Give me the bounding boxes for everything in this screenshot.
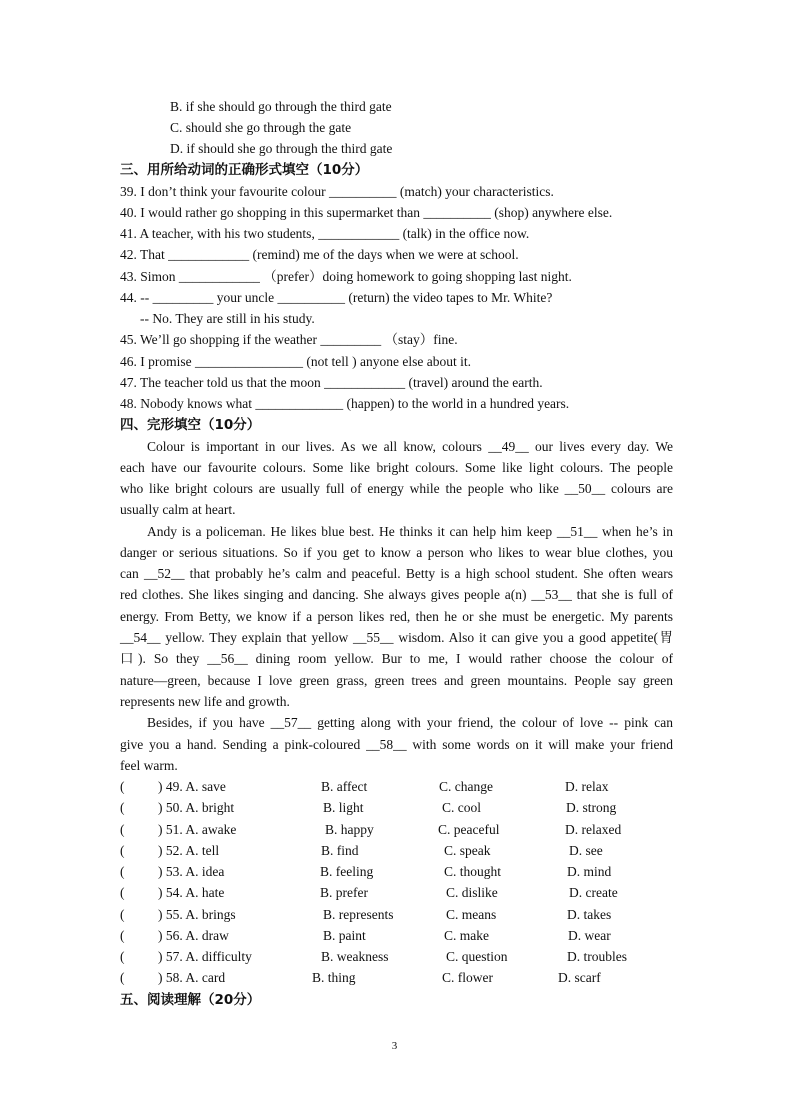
question-option-b: B. light — [323, 800, 364, 815]
passage-line: energy. From Betty, we know if a person likes red, then he or she must be energetic. My parents — [120, 609, 673, 624]
question-option-b: B. find — [321, 843, 359, 858]
question-option-d: D. see — [569, 843, 603, 858]
question-option-d: D. takes — [567, 907, 612, 922]
question-option-c: C. speak — [444, 843, 491, 858]
question-option-a: ) 56. A. draw — [158, 928, 229, 943]
question-option-a: ) 54. A. hate — [158, 885, 225, 900]
question-option-c: C. question — [446, 949, 508, 964]
question-option-b: B. represents — [323, 907, 394, 922]
question-option-a: ) 53. A. idea — [158, 864, 225, 879]
question-option-b: B. happy — [325, 822, 374, 837]
passage-line: Colour is important in our lives. As we all know, colours __49__ our lives every day. We — [147, 439, 673, 454]
passage-line: __54__ yellow. They explain that yellow __55__ wisdom. Also it can give you a good appetite(胃 — [120, 630, 673, 645]
question-option-a: ) 49. A. save — [158, 779, 226, 794]
question-option-a: ) 55. A. brings — [158, 907, 236, 922]
passage-line: red clothes. She likes singing and dancing. She always gives people a(n) __53__ that she is full of — [120, 587, 673, 602]
question-option-d: D. relax — [565, 779, 609, 794]
question-option-c: C. dislike — [446, 885, 498, 900]
question-option-c: C. change — [439, 779, 493, 794]
passage-line: can __52__ that probably he’s calm and peaceful. Betty is a high school student. She often wears — [120, 566, 673, 581]
answer-paren[interactable]: ( — [120, 864, 125, 879]
question-option-a: ) 51. A. awake — [158, 822, 237, 837]
passage-line: feel warm. — [120, 758, 178, 773]
question-41: 41. A teacher, with his two students, ____________ (talk) in the office now. — [120, 226, 530, 241]
question-42: 42. That ____________ (remind) me of the days when we were at school. — [120, 247, 519, 262]
question-option-d: D. wear — [568, 928, 611, 943]
question-43: 43. Simon ____________ （prefer）doing homework to going shopping last night. — [120, 269, 572, 284]
option-c: C. should she go through the gate — [170, 120, 352, 135]
question-option-c: C. flower — [442, 970, 493, 985]
question-option-d: D. strong — [566, 800, 617, 815]
question-option-a: ) 58. A. card — [158, 970, 226, 985]
answer-paren[interactable]: ( — [120, 822, 125, 837]
page-number: 3 — [391, 1040, 398, 1052]
section5-title: 五、阅读理解（20分） — [120, 992, 261, 1008]
question-option-c: C. cool — [442, 800, 481, 815]
question-44: 44. -- _________ your uncle __________ (return) the video tapes to Mr. White? — [120, 290, 553, 305]
question-option-c: C. means — [446, 907, 497, 922]
passage-line: represents new life and growth. — [120, 694, 290, 709]
passage-line: who like bright colours are usually full of energy while the people who like __50__ colours are — [120, 481, 673, 496]
question-option-b: B. affect — [321, 779, 368, 794]
passage-line: Andy is a policeman. He likes blue best. He thinks it can help him keep __51__ when he’s in — [147, 524, 673, 539]
question-45: 45. We’ll go shopping if the weather _________ （stay）fine. — [120, 332, 458, 347]
question-option-d: D. relaxed — [565, 822, 622, 837]
question-option-a: ) 57. A. difficulty — [158, 949, 252, 964]
question-option-c: C. thought — [444, 864, 502, 879]
question-option-c: C. peaceful — [438, 822, 500, 837]
passage-line: Besides, if you have __57__ getting along with your friend, the colour of love -- pink can — [147, 715, 673, 730]
question-option-d: D. create — [569, 885, 618, 900]
question-46: 46. I promise ________________ (not tell ) anyone else about it. — [120, 354, 471, 369]
answer-paren[interactable]: ( — [120, 949, 125, 964]
question-option-b: B. weakness — [321, 949, 389, 964]
question-44-answer: -- No. They are still in his study. — [140, 311, 315, 326]
answer-paren[interactable]: ( — [120, 885, 125, 900]
passage-line: 口). So they __56__ dining room yellow. Bur to me, I would rather choose the colour of — [120, 651, 673, 666]
question-option-b: B. paint — [323, 928, 366, 943]
passage-line: danger or serious situations. So if you get to know a person who likes to wear blue clothes, you — [120, 545, 673, 560]
answer-paren[interactable]: ( — [120, 970, 125, 985]
question-option-b: B. feeling — [320, 864, 374, 879]
passage-line: usually calm at heart. — [120, 502, 236, 517]
question-39: 39. I don’t think your favourite colour __________ (match) your characteristics. — [120, 184, 554, 199]
answer-paren[interactable]: ( — [120, 928, 125, 943]
section4-title: 四、完形填空（10分） — [120, 417, 261, 433]
passage-line: nature—green, because I love green grass, green trees and green mountains. People say green — [120, 673, 673, 688]
passage-line: give you a hand. Sending a pink-coloured __58__ with some words on it will make your friend — [120, 737, 673, 752]
question-option-a: ) 50. A. bright — [158, 800, 235, 815]
question-option-b: B. thing — [312, 970, 356, 985]
option-d: D. if should she go through the third gate — [170, 141, 393, 156]
section3-title: 三、用所给动词的正确形式填空（10分） — [120, 162, 369, 178]
question-option-d: D. troubles — [567, 949, 627, 964]
option-b: B. if she should go through the third gate — [170, 99, 392, 114]
passage-line: each have our favourite colours. Some like bright colours. Some like light colours. The people — [120, 460, 673, 475]
question-47: 47. The teacher told us that the moon ____________ (travel) around the earth. — [120, 375, 543, 390]
question-option-a: ) 52. A. tell — [158, 843, 220, 858]
question-48: 48. Nobody knows what _____________ (happen) to the world in a hundred years. — [120, 396, 570, 411]
question-option-d: D. mind — [567, 864, 612, 879]
answer-paren[interactable]: ( — [120, 800, 125, 815]
question-option-d: D. scarf — [558, 970, 601, 985]
answer-paren[interactable]: ( — [120, 843, 125, 858]
question-option-c: C. make — [444, 928, 489, 943]
answer-paren[interactable]: ( — [120, 907, 125, 922]
question-40: 40. I would rather go shopping in this supermarket than __________ (shop) anywhere else. — [120, 205, 613, 220]
answer-paren[interactable]: ( — [120, 779, 125, 794]
question-option-b: B. prefer — [320, 885, 368, 900]
